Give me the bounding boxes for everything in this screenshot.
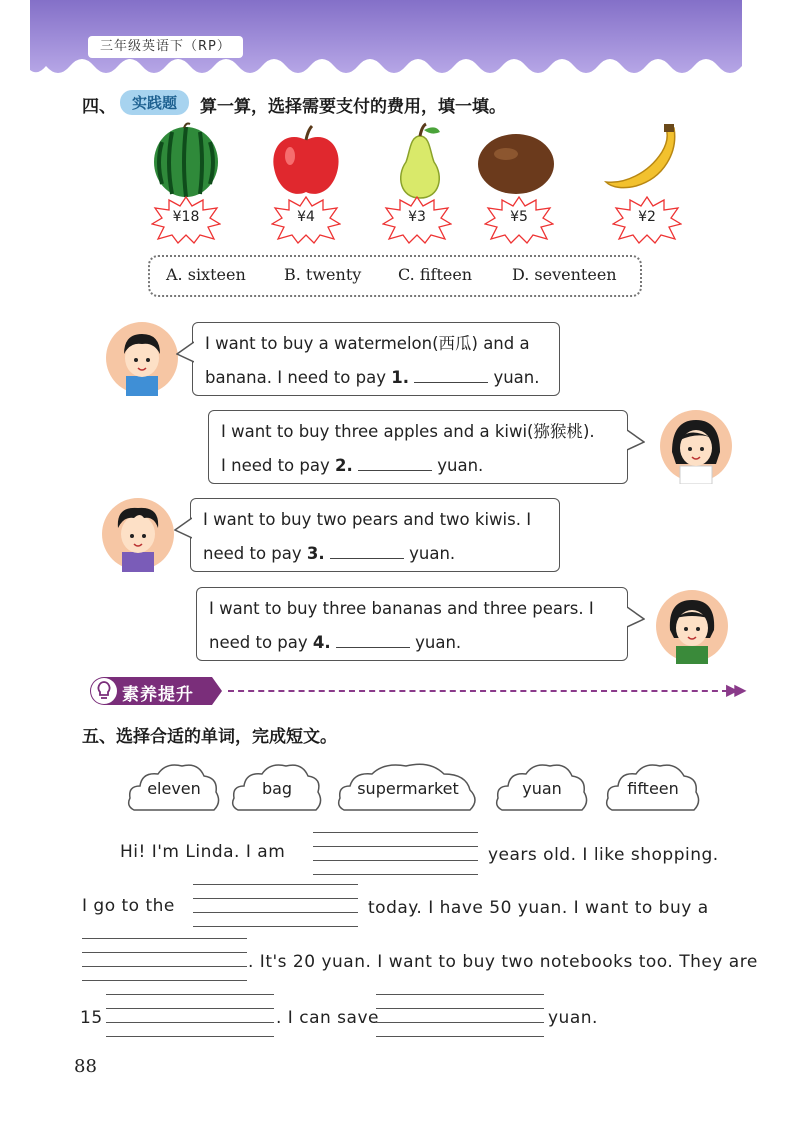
dialog-line: I need to pay 2. yuan. — [221, 456, 484, 475]
divider — [228, 690, 728, 692]
bubble-tail — [176, 340, 194, 364]
section-instruction: 算一算，选择需要支付的费用，填一填。 — [200, 97, 506, 117]
section-number: 四、 — [82, 97, 116, 117]
book-label: 三年级英语下（RP） — [88, 36, 243, 58]
writing-line[interactable] — [193, 912, 358, 913]
passage-text: . I can save — [276, 1008, 379, 1028]
writing-line[interactable] — [193, 898, 358, 899]
dialog-line: need to pay 3. yuan. — [203, 544, 456, 563]
option-b: B. twenty — [284, 265, 362, 284]
dialog-line: need to pay 4. yuan. — [209, 633, 462, 652]
word-option: yuan — [522, 779, 562, 798]
dialog-line: I want to buy two pears and two kiwis. I — [203, 510, 532, 529]
bubble-tail — [627, 605, 645, 629]
passage-text: I go to the — [82, 896, 175, 916]
answer-blank[interactable] — [336, 631, 410, 648]
writing-line[interactable] — [82, 966, 247, 967]
price-pear: ¥3 — [408, 209, 426, 225]
question-number: 4. — [312, 633, 331, 652]
writing-line[interactable] — [376, 1022, 544, 1023]
word-option: bag — [261, 779, 293, 798]
skills-label: 素养提升 — [122, 685, 194, 705]
dialog-bubble-4 — [196, 587, 628, 661]
section-title: 五、选择合适的单词，完成短文。 — [82, 727, 337, 747]
question-number: 1. — [391, 368, 409, 387]
writing-line[interactable] — [82, 952, 247, 953]
passage-text: . It's 20 yuan. I want to buy two notebooks too. They are — [248, 952, 758, 972]
writing-line[interactable] — [313, 860, 478, 861]
price-watermelon: ¥18 — [172, 209, 200, 225]
answer-blank[interactable] — [358, 454, 432, 471]
kiwi-image — [476, 122, 556, 202]
passage-text: years old. I like shopping. — [488, 845, 719, 865]
word-option: eleven — [147, 779, 201, 798]
dialog-line: I want to buy a watermelon(西瓜) and a — [205, 334, 530, 353]
double-arrow-icon: ▶▶ — [726, 680, 743, 699]
passage-text: today. I have 50 yuan. I want to buy a — [368, 898, 709, 918]
pear-image — [382, 122, 462, 202]
writing-line[interactable] — [313, 846, 478, 847]
dialog-line: banana. I need to pay 1. yuan. — [205, 368, 540, 387]
writing-line[interactable] — [376, 994, 544, 995]
option-d: D. seventeen — [512, 265, 617, 284]
girl-avatar-icon — [654, 588, 730, 664]
dialog-bubble-3 — [190, 498, 560, 572]
practice-badge: 实践题 — [120, 90, 189, 115]
writing-line[interactable] — [376, 1008, 544, 1009]
writing-line[interactable] — [193, 926, 358, 927]
writing-line[interactable] — [106, 1036, 274, 1037]
bubble-tail — [627, 428, 645, 452]
boy-avatar-icon — [100, 496, 176, 572]
option-c: C. fifteen — [398, 265, 473, 284]
option-a: A. sixteen — [166, 265, 246, 284]
price-kiwi: ¥5 — [510, 209, 528, 225]
dialog-bubble-1 — [192, 322, 560, 396]
apple-image — [266, 122, 346, 202]
passage-text: 15 — [80, 1008, 103, 1028]
price-apple: ¥4 — [297, 209, 315, 225]
writing-line[interactable] — [106, 1008, 274, 1009]
passage-text: yuan. — [548, 1008, 598, 1028]
dialog-line: I want to buy three bananas and three pears. I — [209, 599, 594, 618]
banana-image — [604, 122, 684, 202]
word-option: supermarket — [357, 779, 459, 798]
writing-line[interactable] — [106, 994, 274, 995]
writing-line[interactable] — [313, 874, 478, 875]
watermelon-image — [148, 122, 228, 202]
girl-avatar-icon — [658, 408, 734, 484]
answer-blank[interactable] — [330, 542, 404, 559]
dialog-line: I want to buy three apples and a kiwi(猕猴桃). — [221, 422, 595, 441]
writing-line[interactable] — [82, 938, 247, 939]
question-number: 2. — [335, 456, 353, 475]
dialog-bubble-2 — [208, 410, 628, 484]
writing-line[interactable] — [106, 1022, 274, 1023]
question-number: 3. — [306, 544, 325, 563]
word-option: fifteen — [627, 779, 679, 798]
answer-blank[interactable] — [414, 366, 488, 383]
writing-line[interactable] — [82, 980, 247, 981]
boy-avatar-icon — [104, 320, 180, 396]
page-number: 88 — [74, 1056, 97, 1077]
writing-line[interactable] — [376, 1036, 544, 1037]
passage-text: Hi! I'm Linda. I am — [120, 842, 286, 862]
writing-line[interactable] — [313, 832, 478, 833]
bubble-tail — [174, 516, 192, 540]
price-banana: ¥2 — [638, 209, 656, 225]
writing-line[interactable] — [193, 884, 358, 885]
